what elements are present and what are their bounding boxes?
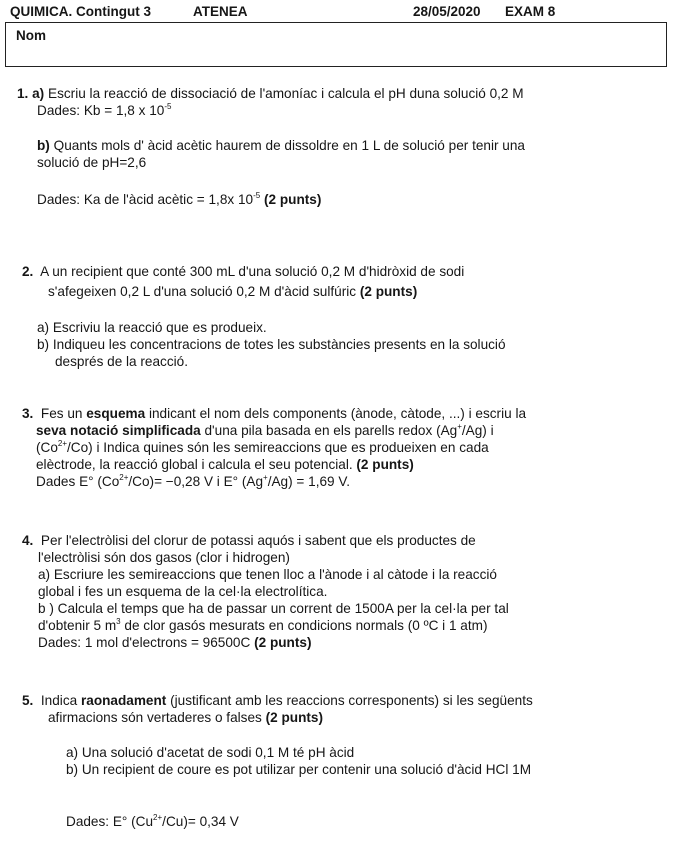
q5-data: Dades: E° $(Cu^{2+}/Cu)= 0,34$ V bbox=[66, 813, 239, 829]
q4-line-5: b ) Calcula el temps que ha de passar un corrent de 1500A per la cel·la per tal bbox=[38, 601, 509, 616]
q2-line-1: 2. A un recipient que conté 300 mL d'una solució 0,2 M d'hidròxid de sodi bbox=[22, 264, 465, 279]
q1-b-text-2: solució de pH=2,6 bbox=[37, 155, 147, 170]
q5-line-2: afirmacions són vertaderes o falses (2 punts) bbox=[48, 710, 323, 725]
q5-item-a: a) Una solució d'acetat de sodi 0,1 M té pH àcid bbox=[66, 745, 355, 760]
q3-points: (2 punts) bbox=[356, 457, 414, 472]
q2-points: (2 punts) bbox=[359, 284, 418, 299]
q2-item-b-cont: després de la reacció. bbox=[55, 354, 188, 369]
header-school: ATENEA bbox=[193, 4, 248, 19]
q3-line-4: elèctrode, la reacció global i calcula el seu potencial. (2 punts) bbox=[36, 457, 414, 472]
q5-points: (2 punts) bbox=[265, 710, 323, 725]
header-course: QUIMICA. Contingut 3 bbox=[10, 4, 151, 19]
q1-number: 1. bbox=[17, 86, 29, 101]
name-label: Nom bbox=[16, 28, 46, 43]
q4-line-2: l'electròlisi són dos gasos (clor i hidrogen) bbox=[38, 550, 290, 565]
q2-number: 2. bbox=[22, 264, 34, 279]
q1-part-a bbox=[17, 86, 524, 102]
q3-line-2: seva notació simplificada d'una pila basada en els parells redox (Ag+/Ag) i bbox=[36, 422, 494, 438]
q1-points: (2 punts) bbox=[263, 192, 322, 207]
q4-points: (2 punts) bbox=[254, 635, 312, 650]
q1-b-text: Quants mols d' àcid acètic haurem de dissoldre en 1 L de solució per tenir una bbox=[53, 138, 525, 153]
q1-a-label: a) bbox=[32, 86, 45, 101]
q1-a-text: Escriu la reacció de dissociació de l'amoníac i calcula el pH duna solució 0,2 M bbox=[48, 86, 524, 101]
name-field[interactable] bbox=[5, 22, 667, 67]
header-exam: EXAM 8 bbox=[505, 4, 556, 19]
q4-line-6: d'obtenir 5 $m^3$ de clor gasós mesurats en condicions normals (0 ºC i 1 atm) bbox=[38, 617, 488, 633]
q3-line-3: $(Co^{2+}/Co)$ i Indica quines són les semireaccions que es produeixen en cada bbox=[36, 439, 489, 455]
q1-a-data: Dades: Kb = 1,8 x $10^{-5}$ bbox=[37, 102, 172, 118]
q2-item-a: a) Escriviu la reacció que es produeix. bbox=[37, 320, 267, 335]
q3-number: 3. bbox=[22, 406, 34, 421]
q4-line-3: a) Escriure les semireaccions que tenen lloc a l'ànode i al càtode i la reacció bbox=[38, 567, 497, 582]
q1-part-b bbox=[37, 138, 525, 154]
q4-number: 4. bbox=[22, 533, 34, 548]
q3-line-1: 3. Fes un esquema indicant el nom dels components (ànode, càtode, ...) i escriu la bbox=[22, 406, 527, 421]
q2-item-b: b) Indiqueu les concentracions de totes les substàncies presents en la solució bbox=[37, 337, 506, 352]
header-date: 28/05/2020 bbox=[413, 4, 481, 19]
q5-line-1: 5. Indica raonadament (justificant amb les reaccions corresponents) si les següents bbox=[22, 693, 533, 708]
q3-data: Dades E° $(Co^{2+}/Co)= -0,28$ V i E° (Ag+/Ag) = 1,69 V. bbox=[36, 473, 350, 489]
q4-line-1: 4. Per l'electròlisi del clorur de potassi aquós i sabent que els productes de bbox=[22, 533, 476, 548]
q2-line-2: s'afegeixen 0,2 L d'una solució 0,2 M d'àcid sulfúric (2 punts) bbox=[48, 284, 418, 299]
q5-item-b: b) Un recipient de coure es pot utilizar per contenir una solució d'àcid HCl 1M bbox=[66, 762, 532, 777]
q5-number: 5. bbox=[22, 693, 34, 708]
q4-data: Dades: 1 mol d'electrons = 96500C (2 punts) bbox=[38, 635, 312, 650]
q4-line-4: global i fes un esquema de la cel·la electrolítica. bbox=[38, 584, 328, 599]
q1-b-data: Dades: Ka de l'àcid acètic = 1,8x $10^{-5}$ (2 punts) bbox=[37, 191, 322, 207]
q1-b-label: b) bbox=[37, 138, 50, 153]
